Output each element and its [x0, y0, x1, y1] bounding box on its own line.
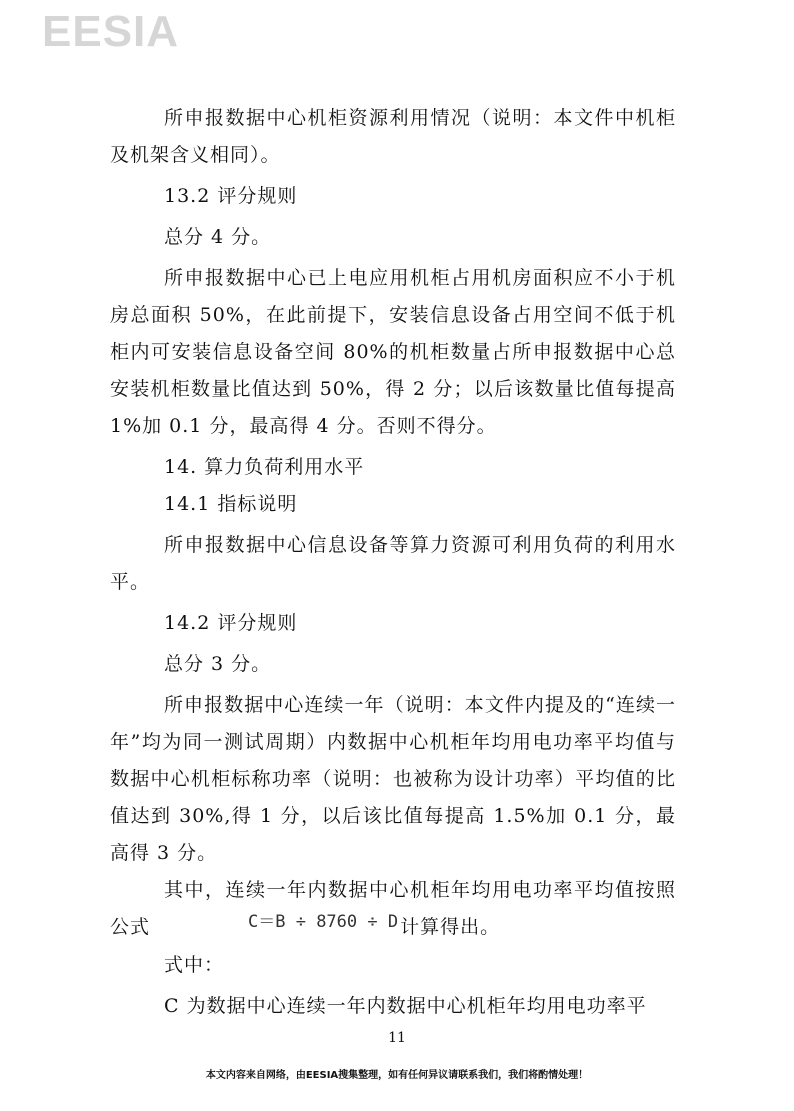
paragraph-computing-load: 所申报数据中心信息设备等算力资源可利用负荷的利用水平。: [110, 534, 676, 593]
heading-14: 14. 算力负荷利用水平: [164, 456, 365, 478]
paragraph-power-scoring: 所申报数据中心连续一年（说明：本文件内提及的“连续一年”均为同一测试周期）内数据中心机柜年均用电功率平均值与数据中心机柜标称功率（说明：也被称为设计功率）平均值的比值达到 30%,得 1 分，以后该比值每提高 1.5%加 0.1 分，最高得 3 分。: [110, 694, 676, 864]
total-score-4: 总分 4 分。: [164, 226, 272, 248]
formula-intro: 其中，连续一年内数据中心机柜年均用电功率平均值按照公式: [110, 879, 676, 938]
document-body: [110, 100, 676, 1025]
heading-13-2: 13.2 评分规则: [164, 185, 298, 207]
page-number: 11: [388, 1030, 406, 1046]
paragraph-formula: [110, 872, 676, 947]
paragraph-cabinet-scoring: 所申报数据中心已上电应用机柜占用机房面积应不小于机房总面积 50%，在此前提下，安装信息设备占用空间不低于机柜内可安装信息设备空间 80%的机柜数量占所申报数据中心总安装机柜数量比值达到 50%，得 2 分；以后该数量比值每提高 1%加 0.1 分，最高得 4 分。否则不得分。: [110, 267, 676, 437]
total-score-3: 总分 3 分。: [164, 653, 272, 675]
heading-14-1: 14.1 指标说明: [164, 493, 298, 515]
heading-14-2: 14.2 评分规则: [164, 612, 298, 634]
eesia-logo: EESIA: [42, 7, 180, 56]
paragraph-cabinet-usage: 所申报数据中心机柜资源利用情况（说明：本文件中机柜及机架含义相同）。: [110, 107, 676, 166]
formula-after: 计算得出。: [400, 916, 501, 938]
paragraph-c-definition: C 为数据中心连续一年内数据中心机柜年均用电功率平: [164, 995, 647, 1017]
footer-disclaimer: 本文内容来自网络，由EESIA搜集整理，如有任何异议请联系我们，我们将酌情处理！: [205, 1070, 589, 1081]
formula: C＝B ÷ 8760 ÷ D: [248, 912, 399, 932]
where-label: 式中：: [164, 954, 225, 976]
